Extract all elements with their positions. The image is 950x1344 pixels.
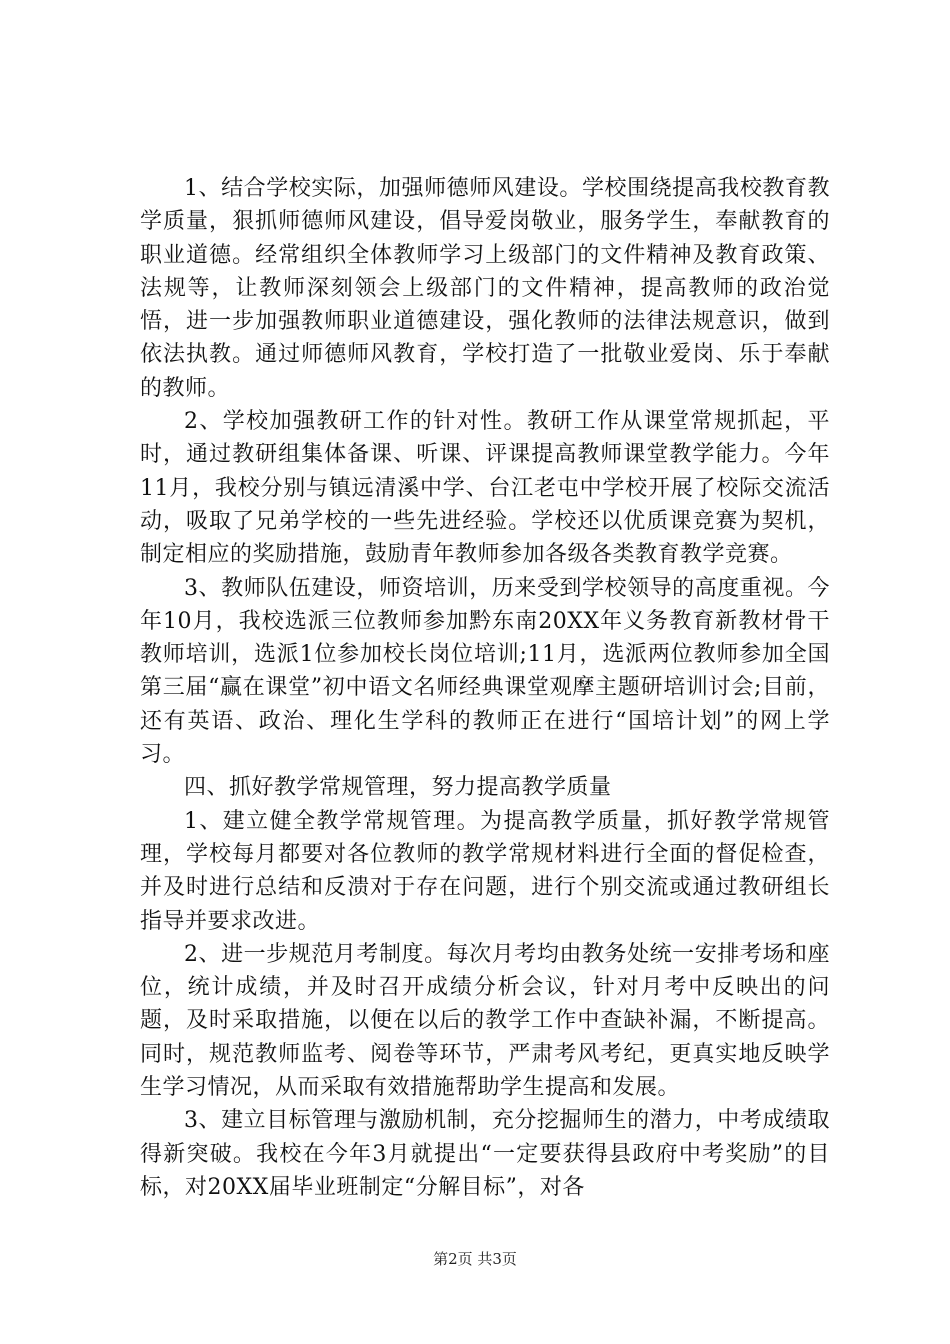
page-number-footer: 第2页 共3页: [433, 1250, 517, 1268]
paragraph-routine-management: 1、建立健全教学常规管理。为提高教学质量，抓好教学常规管理，学校每月都要对各位教师的教学常规材料进行全面的督促检查，并及时进行总结和反溃对于存在问题，进行个别交流或通过教研组长指导并要求改进。: [140, 808, 830, 934]
paragraph-monthly-exams: 2、进一步规范月考制度。每次月考均由教务处统一安排考场和座位，统计成绩，并及时召开成绩分析会议，针对月考中反映出的问题，及时采取措施，以便在以后的教学工作中查缺补漏，不断提高。同时，规范教师监考、阅卷等环节，严肃考风考纪，更真实地反映学生学习情况，从而采取有效措施帮助学生提高和发展。: [140, 941, 830, 1101]
paragraph-teaching-research: 2、学校加强教研工作的针对性。教研工作从课堂常规抓起，平时，通过教研组集体备课、听课、评课提高教师课堂教学能力。今年11月，我校分别与镇远清溪中学、台江老屯中学校开展了校际交流活动，吸取了兄弟学校的一些先进经验。学校还以优质课竞赛为契机，制定相应的奖励措施，鼓励青年教师参加各级各类教育教学竞赛。: [140, 409, 830, 568]
paragraph-teacher-ethics: 1、结合学校实际，加强师德师风建设。学校围绕提高我校教育教学质量，狠抓师德师风建设，倡导爱岗敬业，服务学生，奉献教育的职业道德。经常组织全体教师学习上级部门的文件精神及教育政策、法规等，让教师深刻领会上级部门的文件精神，提高教师的政治觉悟，进一步加强教师职业道德建设，强化教师的法律法规意识，做到依法执教。通过师德师风教育，学校打造了一批敬业爱岗、乐于奉献的教师。: [140, 176, 830, 401]
paragraph-target-management: 3、建立目标管理与激励机制，充分挖掘师生的潜力，中考成绩取得新突破。我校在今年3月就提出“一定要获得县政府中考奖励”的目标，对20XX届毕业班制定“分解目标”，对各: [140, 1108, 830, 1200]
section-heading-teaching-routine: 四、抓好教学常规管理，努力提高教学质量: [184, 775, 612, 801]
paragraph-teacher-training: 3、教师队伍建设，师资培训，历来受到学校领导的高度重视。今年10月，我校选派三位教师参加黔东南20XX年义务教育新教材骨干教师培训，选派1位参加校长岗位培训;11月，选派两位教师参加全国第三届“赢在课堂”初中语文名师经典课堂观摩主题研培训讨会;目前，还有英语、政治、理化生学科的教师正在进行“国培计划”的网上学习。: [140, 575, 830, 768]
document-body: [140, 172, 830, 1204]
